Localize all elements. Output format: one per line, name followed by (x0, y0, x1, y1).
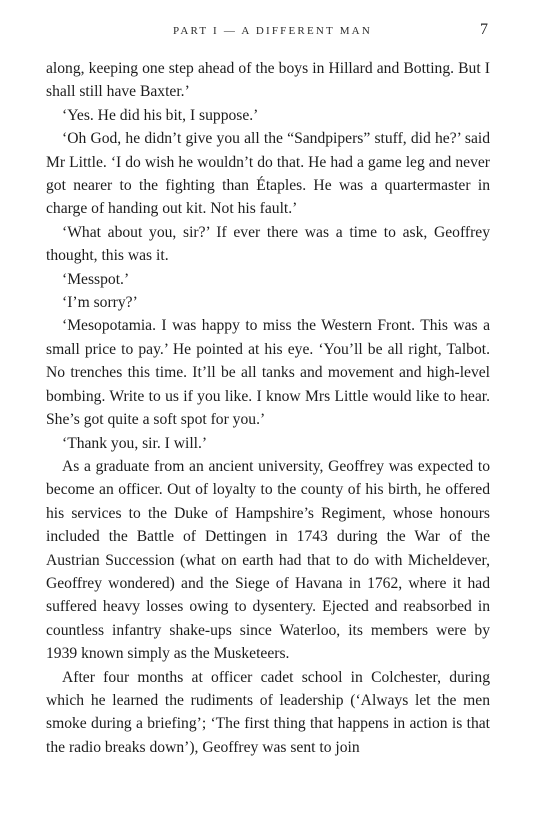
paragraph: ‘Oh God, he didn’t give you all the “Sandpipers” stuff, did he?’ said Mr Little. ‘I do wish he wouldn’t do that. He had a game leg and never got nearer to the fighting than Étaples. He was a quartermaster in charge of handing out kit. Not his fault.’ (46, 130, 490, 218)
paragraph: ‘Yes. He did his bit, I suppose.’ (62, 106, 259, 124)
page-number: 7 (480, 21, 488, 38)
body-text (46, 57, 490, 759)
paragraph: ‘Mesopotamia. I was happy to miss the Western Front. This was a small price to pay.’ He pointed at his eye. ‘You’ll be all right, Talbot. No trenches this time. It’ll be all tanks and movement and high-level bombing. Write to us if you like. I know Mrs Little would like to hear. She’s got quite a soft spot for you.’ (46, 317, 490, 429)
paragraph: ‘Thank you, sir. I will.’ (62, 434, 208, 452)
running-title: PART I — A DIFFERENT MAN (173, 25, 372, 37)
paragraph: ‘I’m sorry?’ (62, 294, 138, 312)
paragraph: After four months at officer cadet school in Colchester, during which he learned the rudiments of leadership (‘Always let the men smoke during a briefing’; ‘The first thing that happens in action is that the radio breaks down’), Geoffrey was sent to join (46, 668, 490, 756)
paragraph-continued: along, keeping one step ahead of the boys in Hillard and Botting. But I shall still have Baxter.’ (46, 60, 490, 101)
paragraph: As a graduate from an ancient university, Geoffrey was expected to become an officer. Out of loyalty to the county of his birth, he offered his services to the Duke of Hampshire’s Regiment, whose honours included the Battle of Dettingen in 1743 during the War of the Austrian Succession (what on earth had that to do with Micheldever, Geoffrey wondered) and the Siege of Havana in 1762, where it had suffered heavy losses owing to dysentery. Ejected and reabsorbed in countless infantry shake-ups since Waterloo, its members were by 1939 known simply as the Musketeers. (46, 457, 490, 663)
paragraph: ‘Messpot.’ (62, 270, 130, 288)
running-head (0, 21, 545, 41)
paragraph: ‘What about you, sir?’ If ever there was a time to ask, Geoffrey thought, this was it. (46, 223, 490, 265)
